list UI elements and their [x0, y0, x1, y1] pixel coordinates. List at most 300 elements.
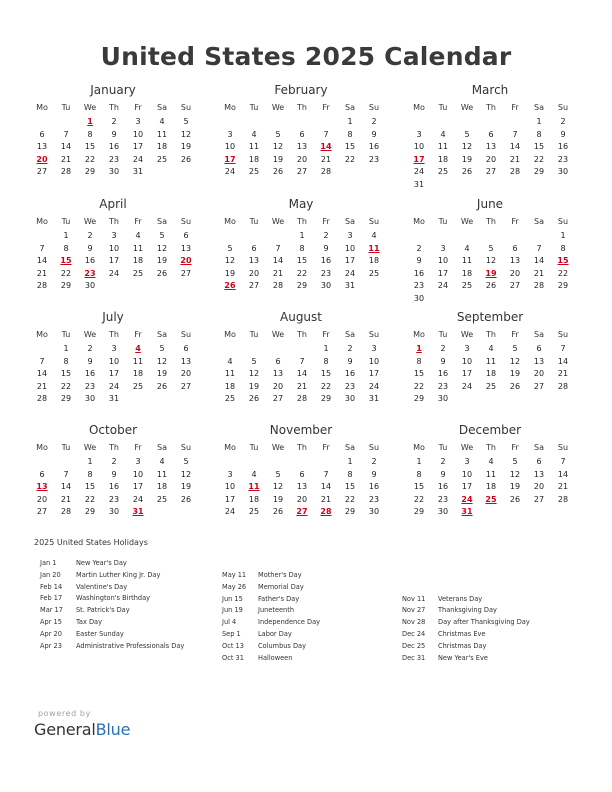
weekday-label: Mo [224, 443, 236, 452]
day-cell: 4 [251, 129, 257, 139]
empty-day-cell [314, 456, 338, 469]
day-cell: 17 [132, 142, 144, 152]
weekday-label: Tu [438, 103, 448, 112]
day-cell: 8 [63, 243, 69, 253]
day-cell: 8 [347, 469, 353, 479]
day-cell: 21 [36, 381, 48, 391]
day-cell: 24 [224, 507, 236, 517]
day-cell: 21 [320, 494, 332, 504]
week-row [218, 506, 386, 519]
empty-day-cell [479, 293, 503, 306]
day-cell: 12 [156, 356, 168, 366]
empty-day-cell [102, 280, 126, 293]
day-cell: 29 [533, 167, 545, 177]
day-cell: 18 [132, 256, 144, 266]
holiday-row [402, 582, 530, 594]
day-cell: 29 [413, 394, 425, 404]
weekday-label: We [83, 443, 97, 452]
empty-day-cell [218, 230, 242, 243]
month-name: September [456, 310, 524, 324]
day-cell: 4 [488, 457, 494, 466]
weekday-label: We [271, 217, 285, 226]
holiday-date-text: Jan 20 [40, 570, 61, 579]
holiday-date: 11 [368, 243, 380, 253]
week-row [218, 166, 386, 179]
day-cell: 29 [60, 394, 72, 404]
weekday-label: Sa [534, 330, 544, 339]
empty-day-cell [551, 506, 575, 519]
holiday-date-text: Feb 17 [40, 594, 63, 603]
week-row [218, 381, 386, 394]
holiday-date-text: Jan 1 [40, 559, 57, 567]
day-cell: 18 [156, 142, 168, 152]
day-cell: 28 [272, 281, 284, 291]
holiday-column [402, 570, 530, 664]
day-cell: 27 [248, 281, 260, 291]
holiday-row [402, 641, 530, 653]
day-cell: 2 [87, 344, 93, 353]
week-row [407, 343, 575, 356]
weekday-header [30, 213, 198, 230]
weekday-label: We [83, 103, 97, 112]
weekday-label: Fr [511, 103, 519, 112]
empty-day-cell [126, 280, 150, 293]
empty-day-cell [479, 179, 503, 192]
day-cell: 12 [461, 142, 473, 152]
holiday-date: 17 [224, 154, 236, 164]
day-cell: 24 [132, 154, 144, 164]
day-cell: 1 [63, 231, 69, 240]
week-row [218, 243, 386, 256]
day-cell: 29 [413, 507, 425, 517]
day-cell: 22 [60, 268, 72, 278]
day-cell: 5 [275, 129, 281, 139]
week-row [407, 255, 575, 268]
empty-day-cell [266, 116, 290, 129]
weekday-label: Tu [249, 217, 259, 226]
day-cell: 15 [344, 142, 356, 152]
day-cell: 30 [320, 281, 332, 291]
day-cell: 23 [108, 494, 120, 504]
holiday-row [402, 653, 530, 665]
weekday-label: Su [557, 330, 569, 339]
weekday-label: Sa [157, 103, 167, 112]
day-cell: 16 [437, 482, 449, 492]
day-cell: 19 [248, 381, 260, 391]
day-cell: 19 [272, 494, 284, 504]
day-cell: 20 [533, 482, 545, 492]
empty-day-cell [551, 293, 575, 306]
week-row [407, 154, 575, 167]
week-row [218, 116, 386, 129]
day-cell: 10 [344, 243, 356, 253]
day-cell: 6 [183, 231, 189, 240]
day-cell: 11 [437, 142, 449, 152]
day-cell: 8 [63, 356, 69, 366]
day-cell: 30 [413, 293, 425, 303]
day-cell: 6 [39, 469, 45, 479]
empty-day-cell [527, 293, 551, 306]
month-october [30, 422, 198, 519]
day-cell: 28 [36, 281, 48, 291]
weekday-label: We [271, 103, 285, 112]
holiday-name: Labor Day [258, 629, 292, 638]
holiday-row [222, 641, 320, 653]
holiday-row [402, 605, 530, 617]
day-cell: 3 [371, 344, 377, 353]
day-cell: 4 [251, 469, 257, 479]
holiday-row [40, 629, 184, 641]
day-cell: 12 [509, 356, 521, 366]
brand-logo[interactable] [34, 720, 130, 739]
holiday-date-text: Jun 19 [222, 606, 243, 615]
day-cell: 11 [224, 369, 236, 379]
day-cell: 26 [272, 507, 284, 517]
holiday-name: Washington's Birthday [76, 594, 151, 603]
holiday-column [222, 570, 320, 664]
day-cell: 10 [108, 356, 120, 366]
day-cell: 27 [485, 167, 497, 177]
day-cell: 19 [509, 482, 521, 492]
empty-day-cell [527, 179, 551, 192]
weekday-label: Tu [249, 330, 259, 339]
empty-day-cell [290, 116, 314, 129]
holiday-date: 14 [320, 142, 332, 152]
day-cell: 17 [108, 369, 120, 379]
day-cell: 3 [227, 129, 233, 139]
weekday-label: Tu [438, 330, 448, 339]
holiday-date: 26 [224, 281, 236, 291]
day-cell: 7 [39, 356, 45, 366]
day-cell: 29 [60, 281, 72, 291]
day-cell: 8 [87, 469, 93, 479]
day-cell: 25 [485, 381, 497, 391]
weekday-label: Su [557, 217, 569, 226]
day-cell: 3 [347, 231, 353, 240]
week-row [30, 494, 198, 507]
day-cell: 28 [509, 167, 521, 177]
day-cell: 4 [227, 356, 233, 366]
day-cell: 26 [156, 381, 168, 391]
weekday-label: Su [180, 443, 192, 452]
weekday-label: Fr [322, 443, 330, 452]
week-row [407, 280, 575, 293]
day-cell: 14 [557, 356, 569, 366]
weekday-label: Sa [157, 330, 167, 339]
day-cell: 6 [488, 129, 494, 139]
holiday-name: Valentine's Day [76, 582, 128, 591]
day-cell: 11 [156, 469, 168, 479]
day-cell: 16 [84, 256, 96, 266]
day-cell: 11 [132, 243, 144, 253]
holiday-date-text: May 26 [222, 582, 247, 591]
weekday-label: Fr [134, 217, 142, 226]
day-cell: 29 [320, 394, 332, 404]
day-cell: 31 [108, 394, 120, 404]
day-cell: 21 [60, 494, 72, 504]
day-cell: 28 [60, 507, 72, 517]
empty-day-cell [54, 116, 78, 129]
day-cell: 28 [36, 394, 48, 404]
holiday-date: 20 [36, 154, 48, 164]
empty-day-cell [290, 456, 314, 469]
day-cell: 14 [296, 369, 308, 379]
day-cell: 25 [132, 268, 144, 278]
day-cell: 5 [251, 356, 257, 366]
holiday-name: Tax Day [76, 617, 102, 626]
month-name: November [269, 423, 333, 437]
day-cell: 29 [557, 281, 569, 291]
day-cell: 21 [533, 268, 545, 278]
empty-day-cell [431, 230, 455, 243]
day-cell: 26 [248, 394, 260, 404]
day-cell: 2 [371, 457, 377, 466]
month-december [407, 422, 575, 519]
day-cell: 23 [320, 268, 332, 278]
weekday-label: We [460, 330, 474, 339]
weekday-label: Fr [511, 217, 519, 226]
day-cell: 25 [156, 494, 168, 504]
day-cell: 2 [323, 231, 329, 240]
weekday-label: Sa [534, 443, 544, 452]
empty-day-cell [455, 116, 479, 129]
week-row [218, 154, 386, 167]
weekday-label: Mo [36, 217, 48, 226]
day-cell: 12 [485, 256, 497, 266]
weekday-label: Su [557, 103, 569, 112]
empty-day-cell [479, 506, 503, 519]
day-cell: 18 [248, 154, 260, 164]
day-cell: 23 [368, 154, 380, 164]
week-row [407, 116, 575, 129]
day-cell: 19 [180, 482, 192, 492]
week-row [30, 116, 198, 129]
holiday-date: 1 [416, 344, 422, 353]
empty-day-cell [455, 393, 479, 406]
week-row [407, 494, 575, 507]
holiday-date: 28 [320, 507, 332, 517]
empty-day-cell [407, 230, 431, 243]
day-cell: 26 [509, 381, 521, 391]
day-cell: 5 [183, 117, 189, 126]
day-cell: 19 [224, 268, 236, 278]
weekday-header [218, 326, 386, 343]
day-cell: 22 [413, 381, 425, 391]
day-cell: 16 [368, 482, 380, 492]
weekday-label: Fr [134, 330, 142, 339]
empty-day-cell [290, 343, 314, 356]
holiday-date-text: Nov 28 [402, 618, 426, 627]
weekday-label: Mo [224, 330, 236, 339]
day-cell: 13 [509, 256, 521, 266]
weekday-label: Th [297, 443, 307, 452]
day-cell: 16 [320, 256, 332, 266]
month-november [218, 422, 386, 519]
day-cell: 3 [464, 457, 470, 466]
week-row [407, 356, 575, 369]
week-row [218, 255, 386, 268]
weekday-label: Th [297, 103, 307, 112]
week-row [218, 481, 386, 494]
day-cell: 15 [320, 369, 332, 379]
day-cell: 3 [440, 243, 446, 253]
day-cell: 19 [180, 142, 192, 152]
day-cell: 8 [323, 356, 329, 366]
weekday-label: Th [109, 217, 119, 226]
day-cell: 10 [132, 469, 144, 479]
holiday-row [222, 653, 320, 665]
month-june [407, 196, 575, 306]
day-cell: 7 [63, 469, 69, 479]
day-cell: 2 [371, 117, 377, 126]
month-name: July [102, 310, 124, 324]
day-cell: 30 [344, 394, 356, 404]
weekday-header [407, 99, 575, 116]
day-cell: 2 [440, 344, 446, 353]
day-cell: 1 [560, 231, 566, 240]
weekday-label: Fr [322, 103, 330, 112]
day-cell: 25 [368, 268, 380, 278]
holiday-name: Father's Day [258, 594, 300, 603]
empty-day-cell [338, 166, 362, 179]
day-cell: 24 [132, 494, 144, 504]
weekday-label: We [83, 217, 97, 226]
day-cell: 16 [557, 142, 569, 152]
holiday-date-text: Nov 11 [402, 594, 426, 603]
day-cell: 13 [533, 356, 545, 366]
week-row [30, 280, 198, 293]
day-cell: 24 [437, 281, 449, 291]
empty-day-cell [218, 343, 242, 356]
day-cell: 15 [84, 142, 96, 152]
empty-day-cell [174, 280, 198, 293]
empty-day-cell [503, 393, 527, 406]
holiday-date: 4 [135, 344, 141, 353]
week-row [30, 154, 198, 167]
weekday-label: We [460, 443, 474, 452]
day-cell: 7 [512, 129, 518, 139]
day-cell: 12 [156, 243, 168, 253]
week-row [218, 494, 386, 507]
day-cell: 1 [536, 117, 542, 126]
week-row [407, 456, 575, 469]
day-cell: 20 [296, 494, 308, 504]
week-row [30, 243, 198, 256]
week-row [30, 481, 198, 494]
day-cell: 16 [344, 369, 356, 379]
day-cell: 21 [60, 154, 72, 164]
day-cell: 25 [437, 167, 449, 177]
day-cell: 18 [437, 154, 449, 164]
day-cell: 21 [557, 482, 569, 492]
day-cell: 11 [156, 129, 168, 139]
month-name: March [471, 83, 509, 97]
week-row [218, 230, 386, 243]
day-cell: 14 [36, 369, 48, 379]
weekday-label: Su [368, 217, 380, 226]
day-cell: 9 [111, 129, 117, 139]
empty-day-cell [218, 116, 242, 129]
day-cell: 18 [132, 369, 144, 379]
empty-day-cell [150, 506, 174, 519]
day-cell: 7 [536, 243, 542, 253]
day-cell: 1 [347, 457, 353, 466]
day-cell: 15 [84, 482, 96, 492]
weekday-header [407, 439, 575, 456]
day-cell: 31 [132, 167, 144, 177]
weekday-label: Fr [511, 330, 519, 339]
day-cell: 9 [560, 129, 566, 139]
month-name: December [458, 423, 522, 437]
day-cell: 20 [272, 381, 284, 391]
day-cell: 19 [156, 369, 168, 379]
week-row [30, 381, 198, 394]
day-cell: 19 [509, 369, 521, 379]
holiday-date-text: Dec 24 [402, 629, 426, 638]
weekday-header [218, 213, 386, 230]
month-name: June [476, 197, 504, 211]
holiday-row [40, 593, 184, 605]
holiday-date: 1 [87, 117, 93, 126]
day-cell: 28 [557, 381, 569, 391]
day-cell: 11 [248, 142, 260, 152]
day-cell: 25 [224, 394, 236, 404]
holidays-title: 2025 United States Holidays [34, 538, 148, 547]
holiday-name: Administrative Professionals Day [76, 641, 185, 650]
day-cell: 3 [111, 231, 117, 240]
day-cell: 5 [275, 469, 281, 479]
day-cell: 9 [371, 129, 377, 139]
day-cell: 18 [461, 268, 473, 278]
day-cell: 5 [183, 457, 189, 466]
day-cell: 21 [509, 154, 521, 164]
weekday-label: Mo [224, 103, 236, 112]
day-cell: 25 [461, 281, 473, 291]
day-cell: 4 [159, 117, 165, 126]
day-cell: 27 [180, 381, 192, 391]
weekday-label: Su [368, 330, 380, 339]
empty-day-cell [455, 179, 479, 192]
day-cell: 9 [87, 356, 93, 366]
weekday-label: Su [368, 443, 380, 452]
empty-day-cell [527, 230, 551, 243]
day-cell: 15 [413, 482, 425, 492]
empty-day-cell [503, 506, 527, 519]
weekday-label: Mo [36, 330, 48, 339]
day-cell: 26 [180, 494, 192, 504]
holiday-column [40, 558, 184, 652]
day-cell: 12 [180, 129, 192, 139]
month-february [218, 82, 386, 179]
empty-day-cell [266, 230, 290, 243]
empty-day-cell [150, 393, 174, 406]
day-cell: 29 [296, 281, 308, 291]
day-cell: 6 [536, 344, 542, 353]
empty-day-cell [218, 456, 242, 469]
weekday-label: Su [557, 443, 569, 452]
day-cell: 21 [36, 268, 48, 278]
holiday-name: Mother's Day [258, 571, 302, 579]
empty-day-cell [174, 506, 198, 519]
day-cell: 8 [299, 243, 305, 253]
day-cell: 12 [509, 469, 521, 479]
holiday-row [40, 617, 184, 629]
day-cell: 7 [323, 129, 329, 139]
day-cell: 21 [272, 268, 284, 278]
day-cell: 5 [512, 457, 518, 466]
weekday-label: Fr [322, 217, 330, 226]
day-cell: 23 [108, 154, 120, 164]
